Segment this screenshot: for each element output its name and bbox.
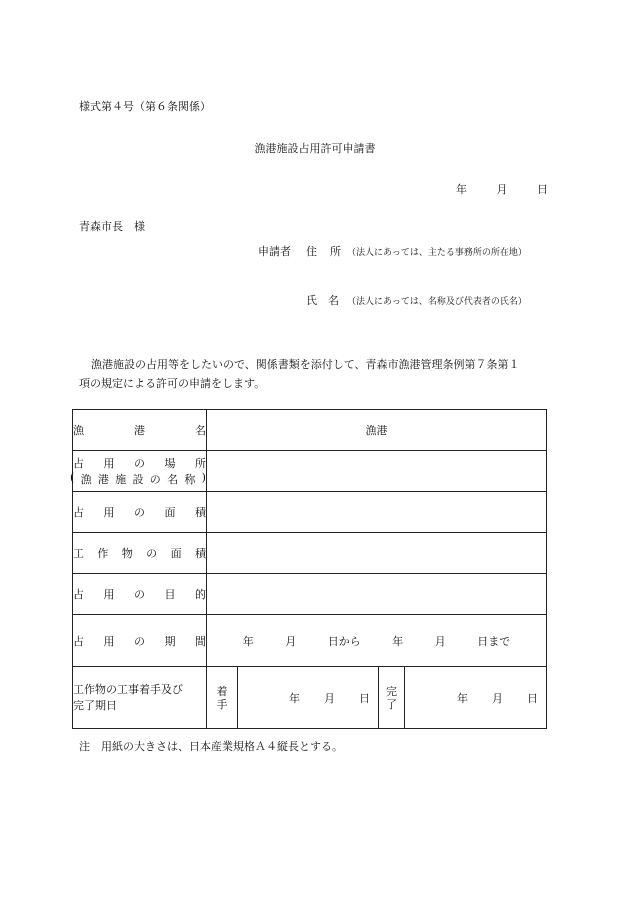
row-structure-area xyxy=(73,533,547,574)
start-date-value[interactable]: 年 月 日 xyxy=(238,667,379,729)
row-location xyxy=(73,451,547,492)
date-year: 年 xyxy=(456,183,467,196)
port-name-value[interactable]: 漁港 xyxy=(207,410,547,451)
date-month: 月 xyxy=(496,183,508,196)
purpose-label: 占 用 の 目 的 xyxy=(73,574,207,615)
name-label: 氏 名 xyxy=(306,294,339,307)
structure-area-value[interactable] xyxy=(207,533,547,574)
purpose-value[interactable] xyxy=(207,574,547,615)
document-title: 漁港施設占用許可申請書 xyxy=(254,142,376,155)
name-note: （法人にあっては、名称及び代表者の氏名） xyxy=(347,297,527,307)
construction-label: 工作物の工事着手及び 完了期日 xyxy=(73,667,207,729)
period-value[interactable]: 年 月 日から 年 月 日まで xyxy=(207,615,547,667)
start-label: 着手 xyxy=(207,667,238,729)
body-text-line-2: 項の規定による許可の申請をします。 xyxy=(79,377,266,390)
period-label: 占 用 の 期 間 xyxy=(73,615,207,667)
form-number: 様式第４号（第６条関係） xyxy=(79,100,211,113)
port-name-label: 漁 港 名 xyxy=(73,410,207,451)
addressee: 青森市長 様 xyxy=(79,220,145,233)
application-table xyxy=(72,409,547,729)
row-purpose xyxy=(73,574,547,615)
address-note: （法人にあっては、主たる事務所の所在地） xyxy=(347,248,527,258)
complete-label: 完了 xyxy=(379,667,405,729)
row-port-name xyxy=(73,410,547,451)
structure-area-label: 工 作 物 の 面 積 xyxy=(73,533,207,574)
area-label: 占 用 の 面 積 xyxy=(73,492,207,533)
body-text-line-1: 漁港施設の占用等をしたいので、関係書類を添付して、青森市漁港管理条例第７条第１ xyxy=(91,358,520,371)
applicant-label: 申請者 xyxy=(258,245,291,258)
row-construction xyxy=(73,667,547,729)
location-value[interactable] xyxy=(207,451,547,492)
date-day: 日 xyxy=(537,183,548,196)
row-period xyxy=(73,615,547,667)
address-label: 住 所 xyxy=(306,245,342,258)
location-label: 占 用 の 場 所 ( 漁 港 施 設 の 名 称 ) xyxy=(73,451,207,492)
application-date xyxy=(434,181,548,197)
complete-date-value[interactable]: 年 月 日 xyxy=(405,667,547,729)
footer-note: 注 用紙の大きさは、日本産業規格Ａ４縦長とする。 xyxy=(79,740,343,753)
area-value[interactable] xyxy=(207,492,547,533)
row-area xyxy=(73,492,547,533)
